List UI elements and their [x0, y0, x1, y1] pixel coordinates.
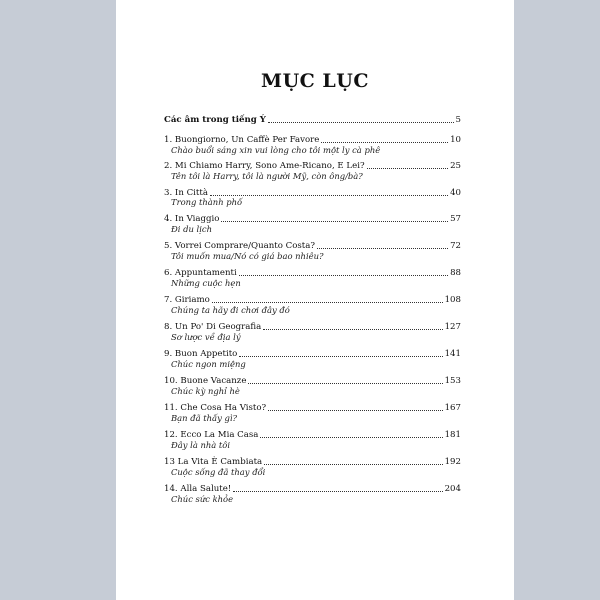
- toc-entry-label: 8. Un Po' Di Geografia: [164, 322, 262, 332]
- toc-entry-label: 2. Mi Chiamo Harry, Sono Ame-Ricano, E Lei?: [164, 161, 365, 171]
- table-of-contents: [116, 0, 514, 600]
- toc-entry: [164, 210, 461, 224]
- dot-leader: [317, 247, 448, 249]
- toc-entry-label: 6. Appuntamenti: [164, 268, 237, 278]
- toc-entry-label: Các âm trong tiếng Ý: [164, 115, 266, 125]
- dot-leader: [248, 382, 442, 384]
- dot-leader: [212, 301, 443, 303]
- toc-entry-label: 9. Buon Appetito: [164, 349, 238, 359]
- dot-leader: [321, 141, 448, 143]
- dot-leader: [263, 328, 442, 330]
- toc-page-number: 127: [444, 322, 461, 332]
- toc-entry-label: 4. In Viaggio: [164, 214, 220, 224]
- toc-entry-label: 1. Buongiorno, Un Caffè Per Favore: [164, 135, 320, 145]
- toc-entry-label: 10. Buone Vacanze: [164, 376, 247, 386]
- toc-page-number: 204: [444, 484, 461, 494]
- toc-entry-subtitle: Bạn đã thấy gì?: [171, 413, 238, 423]
- dot-leader: [260, 436, 442, 438]
- toc-entry-intro: [164, 111, 461, 125]
- toc-page-number: 181: [444, 430, 461, 440]
- dot-leader: [239, 355, 442, 357]
- toc-page-number: 153: [444, 376, 461, 386]
- toc-entry: [164, 480, 461, 494]
- toc-entry: [164, 372, 461, 386]
- toc-page-number: 57: [450, 214, 461, 224]
- toc-entry: [164, 184, 461, 198]
- toc-page-number: 167: [444, 403, 461, 413]
- toc-entry-label: 12. Ecco La Mia Casa: [164, 430, 259, 440]
- toc-entry-subtitle: Chào buổi sáng xin vui lòng cho tôi một ly cà phê: [171, 145, 381, 155]
- toc-entry-label: 14. Alla Salute!: [164, 484, 232, 494]
- dot-leader: [268, 121, 454, 123]
- toc-entry-subtitle: Đi du lịch: [171, 224, 212, 234]
- toc-entry: [164, 237, 461, 251]
- toc-page-number: 72: [450, 241, 461, 251]
- dot-leader: [210, 194, 448, 196]
- dot-leader: [264, 463, 442, 465]
- toc-entry-subtitle: Tôi muốn mua/Nó có giá bao nhiêu?: [171, 251, 324, 261]
- dot-leader: [268, 409, 442, 411]
- toc-entry-subtitle: Những cuộc hẹn: [171, 278, 241, 288]
- toc-entry: [164, 399, 461, 413]
- toc-entry: [164, 264, 461, 278]
- toc-page-number: 5: [455, 115, 461, 125]
- toc-entry: [164, 345, 461, 359]
- toc-entry: [164, 157, 461, 171]
- dot-leader: [367, 167, 448, 169]
- toc-page-number: 40: [450, 188, 461, 198]
- page-title: MỤC LỤC: [261, 70, 369, 92]
- toc-entry-subtitle: Chúc sức khỏe: [171, 494, 234, 504]
- toc-entry-subtitle: Tên tôi là Harry, tôi là người Mỹ, còn ông/bà?: [171, 171, 363, 181]
- toc-entry: [164, 318, 461, 332]
- toc-entry-subtitle: Chúc kỳ nghỉ hè: [171, 386, 240, 396]
- toc-entry-label: 13 La Vita È Cambiata: [164, 457, 263, 467]
- toc-entry-subtitle: Trong thành phố: [171, 197, 243, 207]
- toc-entry-subtitle: Cuộc sống đã thay đổi: [171, 467, 266, 477]
- toc-page-number: 108: [444, 295, 461, 305]
- toc-entry-label: 5. Vorrei Comprare/Quanto Costa?: [164, 241, 315, 251]
- toc-entry: [164, 453, 461, 467]
- toc-page-number: 192: [444, 457, 461, 467]
- toc-entry: [164, 426, 461, 440]
- toc-entry-label: 11. Che Cosa Ha Visto?: [164, 403, 267, 413]
- toc-entry: [164, 291, 461, 305]
- dot-leader: [221, 220, 448, 222]
- toc-entry-subtitle: Chúng ta hãy đi chơi đây đó: [171, 305, 290, 315]
- toc-entry-subtitle: Sơ lược về địa lý: [171, 332, 241, 342]
- toc-page-number: 88: [450, 268, 461, 278]
- toc-entry-subtitle: Đây là nhà tôi: [171, 440, 231, 450]
- toc-entry: [164, 131, 461, 145]
- toc-page-number: 141: [444, 349, 461, 359]
- dot-leader: [233, 490, 442, 492]
- toc-page-number: 25: [450, 161, 461, 171]
- toc-entry-subtitle: Chúc ngon miệng: [171, 359, 246, 369]
- toc-entry-label: 7. Giriamo: [164, 295, 210, 305]
- toc-page-number: 10: [450, 135, 461, 145]
- book-page: [116, 0, 514, 600]
- toc-entry-label: 3. In Città: [164, 188, 208, 198]
- dot-leader: [239, 274, 448, 276]
